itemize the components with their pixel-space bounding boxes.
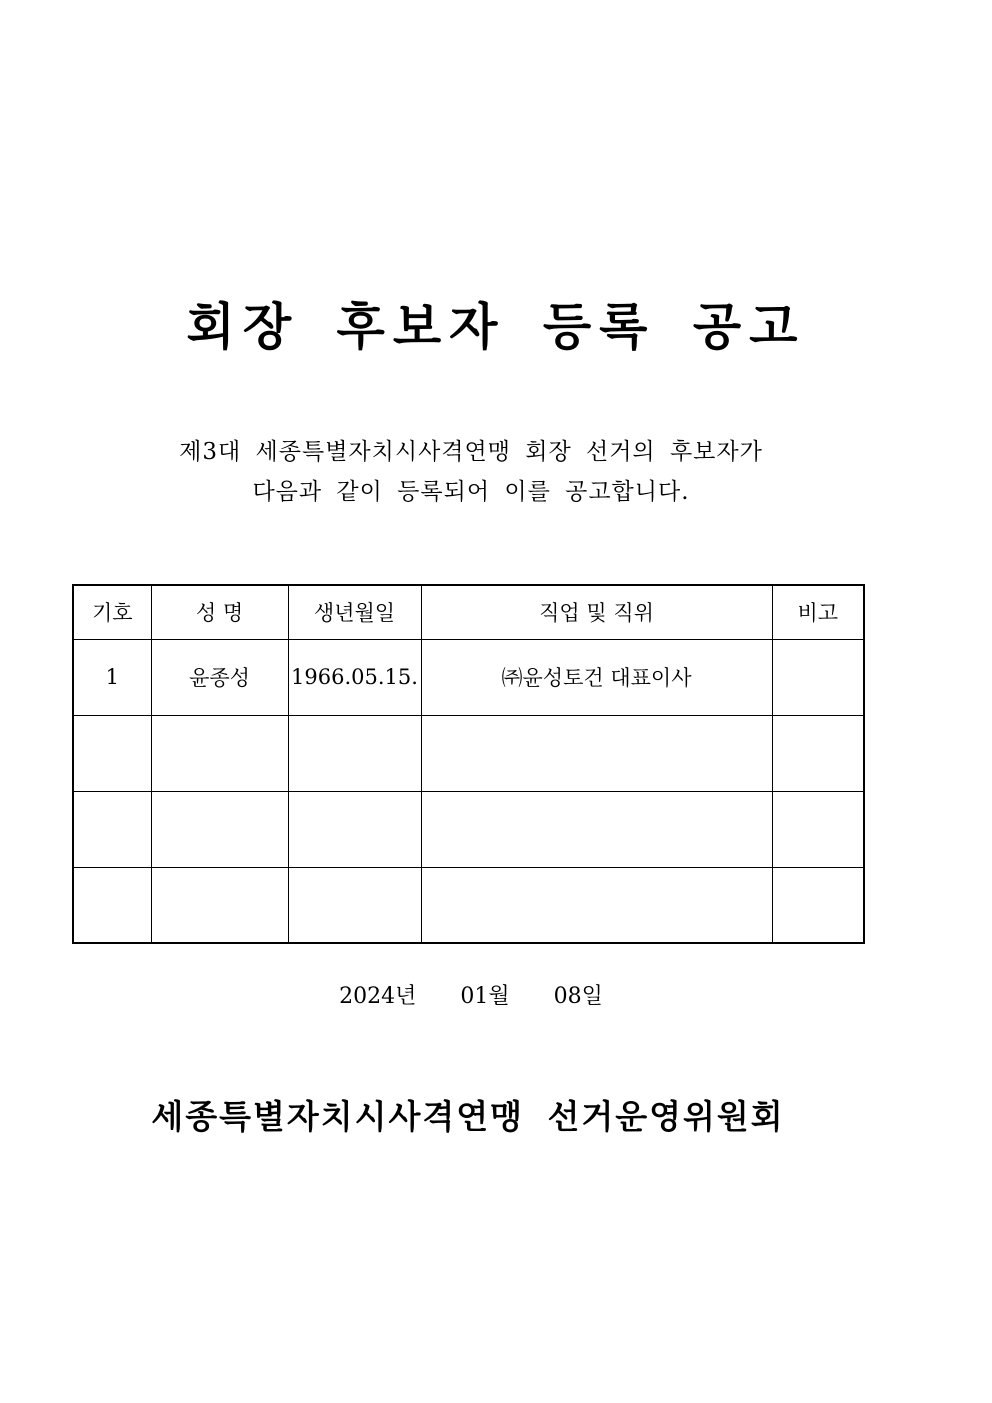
cell-name [151,867,288,943]
cell-remarks [772,867,864,943]
organization-name: 세종특별자치시사격연맹 선거운영위원회 [151,1097,785,1136]
date-month: 01월 [460,984,510,1009]
intro-text [0,432,942,512]
header-number: 기호 [73,585,151,639]
cell-birthdate [288,715,421,791]
header-remarks: 비고 [772,585,864,639]
candidate-table [72,584,865,944]
cell-remarks [772,639,864,715]
header-name: 성 명 [151,585,288,639]
cell-occupation [421,791,772,867]
cell-remarks [772,791,864,867]
cell-number [73,867,151,943]
cell-remarks [772,715,864,791]
table-row [73,791,864,867]
header-birthdate: 생년월일 [288,585,421,639]
cell-occupation [421,867,772,943]
cell-name: 윤종성 [151,639,288,715]
cell-number: 1 [73,639,151,715]
cell-occupation: ㈜윤성토건 대표이사 [421,639,772,715]
header-occupation: 직업 및 직위 [421,585,772,639]
cell-birthdate [288,867,421,943]
intro-line-1: 제3대 세종특별자치시사격연맹 회장 선거의 후보자가 [179,439,763,465]
date-day: 08일 [553,984,603,1009]
cell-birthdate [288,791,421,867]
cell-name [151,791,288,867]
announcement-date [0,982,942,1012]
table-header-row [73,585,864,639]
cell-occupation [421,715,772,791]
table-row [73,867,864,943]
page-title: 회장 후보자 등록 공고 [186,297,806,356]
table-row [73,639,864,715]
cell-number [73,791,151,867]
intro-line-2: 다음과 같이 등록되어 이를 공고합니다. [252,479,690,505]
cell-number [73,715,151,791]
cell-name [151,715,288,791]
cell-birthdate: 1966.05.15. [288,639,421,715]
date-year: 2024년 [339,984,417,1009]
table-row [73,715,864,791]
